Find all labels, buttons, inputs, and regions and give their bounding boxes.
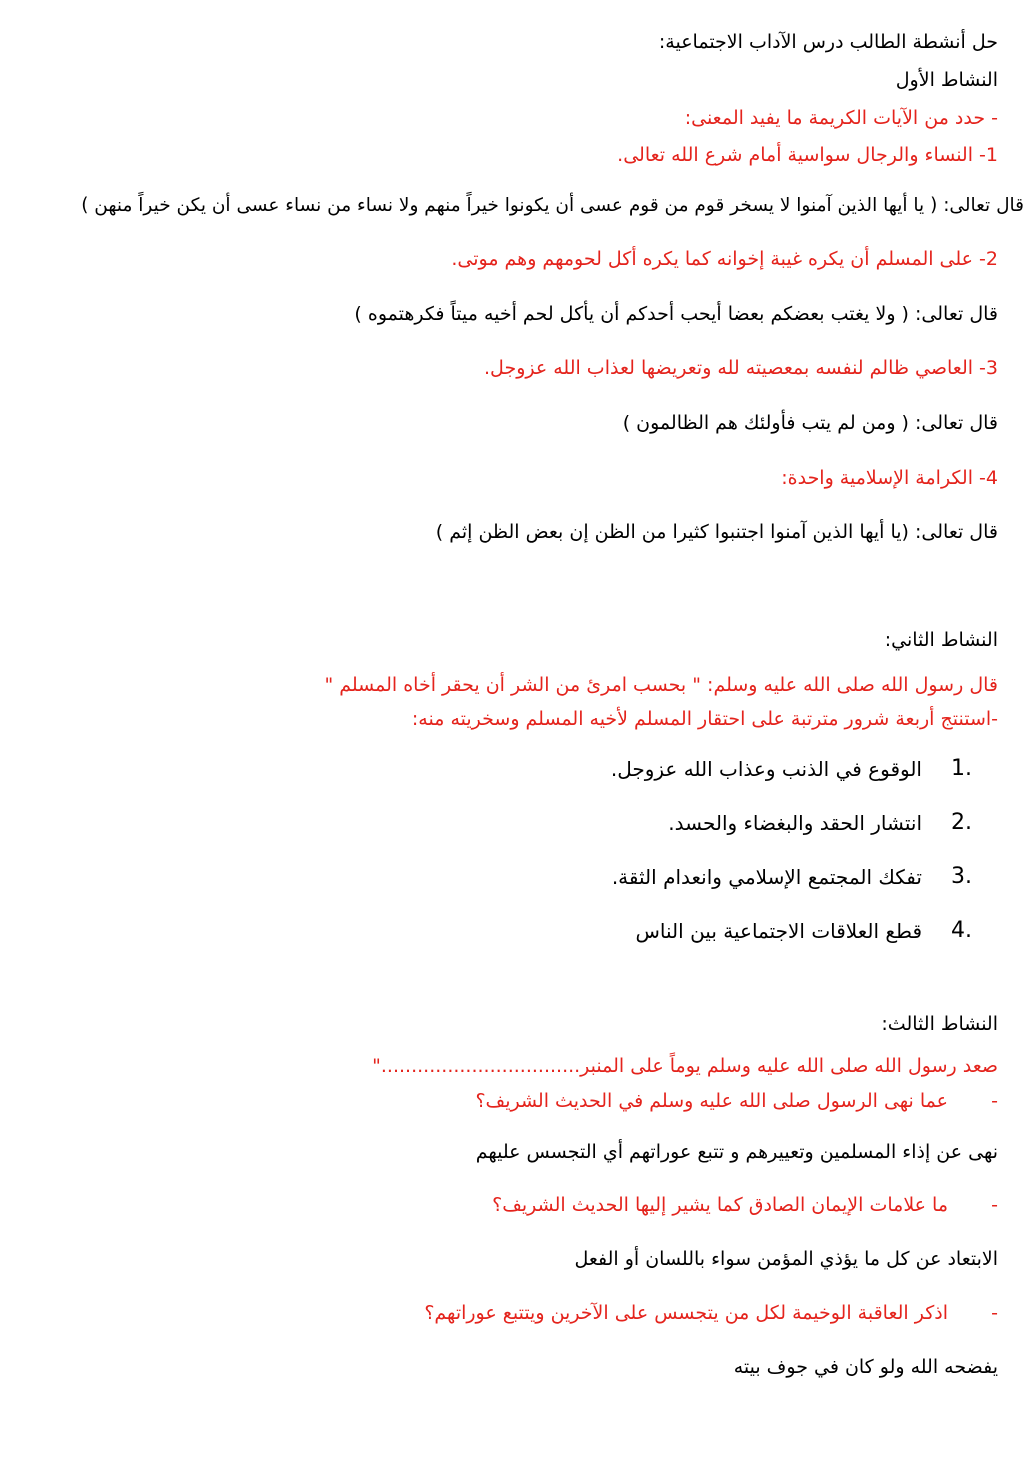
question-text: اذكر العاقبة الوخيمة لكل من يتجسس على الآخرين ويتتبع عوراتهم؟ [424,1302,948,1324]
activity1-verse-2: قال تعالى: ( ولا يغتب بعضكم بعضا أيحب أحدكم أن يأكل لحم أخيه ميتاً فكرهتموه ) [354,303,998,325]
question-text: عما نهى الرسول صلى الله عليه وسلم في الحديث الشريف؟ [475,1090,948,1112]
activity1-verse-4: قال تعالى: (يا أيها الذين آمنوا اجتنبوا كثيرا من الظن إن بعض الظن إثم ) [435,521,998,543]
activity2-answer-3 [0,862,998,892]
list-text: قطع العلاقات الاجتماعية بين الناس [635,919,922,943]
activity1-verse-3: قال تعالى: ( ومن لم يتب فأولئك هم الظالمون ) [622,412,998,434]
activity3-question-3 [0,1300,998,1326]
activity3-answer-3: يفضحه الله ولو كان في جوف بيته [733,1356,998,1378]
activity1-verse-1: قال تعالى: ( يا أيها الذين آمنوا لا يسخر قوم من قوم عسى أن يكونوا خيراً منهم ولا نساء من نساء عسى أن يكن خيراً منهن ) [81,195,1024,216]
activity2-heading: النشاط الثاني: [884,629,998,651]
list-number: 3. [951,864,972,889]
dash-bullet: - [991,1302,998,1324]
activity1-meaning-2: 2- على المسلم أن يكره غيبة إخوانه كما يكره أكل لحومهم وهم موتى. [451,248,998,270]
list-number: 2. [951,810,972,835]
list-text: الوقوع في الذنب وعذاب الله عزوجل. [610,757,922,781]
activity3-answer-1: نهى عن إذاء المسلمين وتعييرهم و تتبع عوراتهم أي التجسس عليهم [475,1141,998,1163]
activity1-meaning-1: 1- النساء والرجال سواسية أمام شرع الله تعالى. [617,144,998,166]
list-number: 4. [951,918,972,943]
activity2-answer-4 [0,916,998,946]
activity2-instruction: -استنتج أربعة شرور مترتبة على احتقار المسلم لأخيه المسلم وسخريته منه: [411,708,998,730]
activity1-instruction: - حدد من الآيات الكريمة ما يفيد المعنى: [684,107,998,129]
activity2-hadith: قال رسول الله صلى الله عليه وسلم: " بحسب امرئ من الشر أن يحقر أخاه المسلم " [324,674,998,696]
activity3-answer-2: الابتعاد عن كل ما يؤذي المؤمن سواء باللسان أو الفعل [574,1248,998,1270]
activity3-hadith: صعد رسول الله صلى الله عليه وسلم يوماً على المنبر................................." [372,1055,998,1077]
dash-bullet: - [991,1090,998,1112]
question-text: ما علامات الإيمان الصادق كما يشير إليها الحديث الشريف؟ [492,1194,948,1216]
activity3-question-1 [0,1088,998,1114]
document-title: حل أنشطة الطالب درس الآداب الاجتماعية: [658,31,998,53]
dash-bullet: - [991,1194,998,1216]
activity2-answer-1 [0,754,998,784]
activity2-answer-2 [0,808,998,838]
list-number: 1. [951,756,972,781]
list-text: انتشار الحقد والبغضاء والحسد. [668,811,922,835]
list-text: تفكك المجتمع الإسلامي وانعدام الثقة. [611,865,922,889]
activity1-meaning-4: 4- الكرامة الإسلامية واحدة: [781,467,998,489]
activity3-question-2 [0,1192,998,1218]
activity3-heading: النشاط الثالث: [881,1013,998,1035]
activity1-meaning-3: 3- العاصي ظالم لنفسه بمعصيته لله وتعريضها لعذاب الله عزوجل. [484,357,998,379]
activity1-heading: النشاط الأول [895,69,998,91]
